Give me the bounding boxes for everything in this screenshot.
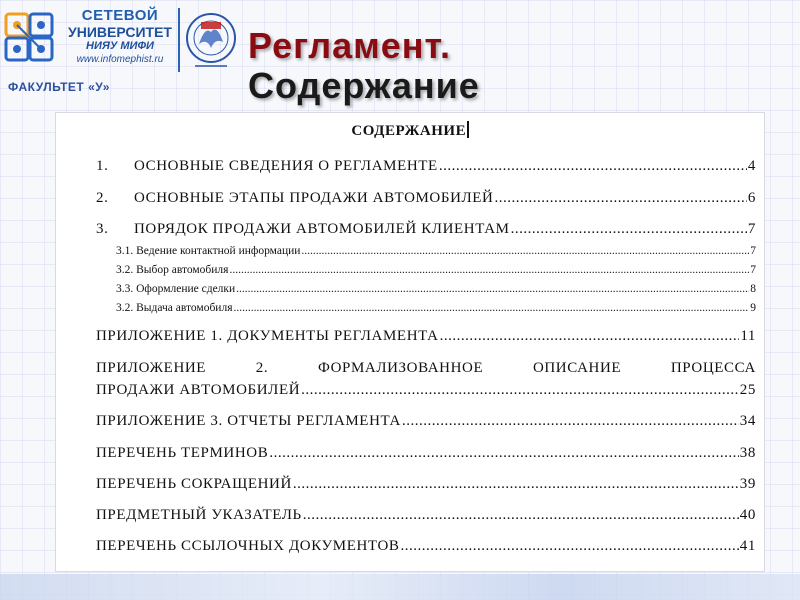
logo-url: www.infomephist.ru xyxy=(76,54,164,65)
toc-subentry[interactable] xyxy=(116,264,756,276)
university-seal-icon xyxy=(185,8,237,72)
table-of-contents-document xyxy=(55,112,765,572)
toc-subentry-text: 3.2. Выбор автомобиля xyxy=(116,264,229,276)
toc-entry-page: 6 xyxy=(747,190,756,206)
toc-entry-page: 34 xyxy=(739,413,756,429)
toc-subentry[interactable] xyxy=(116,302,756,314)
toc-subentry-page: 8 xyxy=(750,283,756,295)
toc-entry-page: 41 xyxy=(739,538,756,554)
slide-title-line-1: Регламент. xyxy=(248,25,451,66)
logo-divider xyxy=(178,8,180,72)
toc-entry-page: 25 xyxy=(739,382,756,398)
faculty-label: ФАКУЛЬТЕТ «У» xyxy=(8,80,110,94)
toc-subentry-text: 3.2. Выдача автомобиля xyxy=(116,302,233,314)
toc-entry[interactable] xyxy=(96,507,756,524)
toc-entry-page: 39 xyxy=(739,476,756,492)
toc-leader-dots xyxy=(236,283,749,295)
toc-leader-dots xyxy=(401,538,739,555)
toc-entry[interactable] xyxy=(96,476,756,493)
toc-leader-dots xyxy=(440,328,740,345)
toc-entry[interactable] xyxy=(96,221,756,238)
toc-subentry-page: 7 xyxy=(750,264,756,276)
toc-word: ПРОЦЕССА xyxy=(670,360,756,376)
toc-entry-text: ПЕРЕЧЕНЬ СОКРАЩЕНИЙ xyxy=(96,476,292,492)
toc-entry-text: ПЕРЕЧЕНЬ ТЕРМИНОВ xyxy=(96,445,269,461)
logo-line-3: НИЯУ МИФИ xyxy=(86,40,154,52)
slide-title-line-2: Содержание xyxy=(248,65,480,106)
toc-word: ФОРМАЛИЗОВАННОЕ xyxy=(317,360,484,376)
toc-entry[interactable] xyxy=(96,382,756,399)
text-cursor xyxy=(467,121,469,138)
toc-entry[interactable] xyxy=(96,158,756,175)
toc-leader-dots xyxy=(402,413,739,430)
toc-leader-dots xyxy=(234,302,750,314)
logo-line-2: УНИВЕРСИТЕТ xyxy=(68,24,172,40)
toc-entry-page: 4 xyxy=(747,158,756,174)
toc-entry-text: ПРОДАЖИ АВТОМОБИЛЕЙ xyxy=(96,382,301,398)
footer-band xyxy=(0,574,800,600)
toc-leader-dots xyxy=(229,264,749,276)
toc-entry[interactable] xyxy=(96,445,756,462)
toc-entry-text: ПЕРЕЧЕНЬ ССЫЛОЧНЫХ ДОКУМЕНТОВ xyxy=(96,538,400,554)
toc-subentry-text: 3.1. Ведение контактной информации xyxy=(116,245,301,257)
toc-subentry-page: 7 xyxy=(750,245,756,257)
toc-leader-dots xyxy=(293,476,739,493)
network-university-logo-icon xyxy=(4,10,60,66)
toc-entry-text: ПРИЛОЖЕНИЕ 1. ДОКУМЕНТЫ РЕГЛАМЕНТА xyxy=(96,328,439,344)
toc-entry[interactable] xyxy=(96,413,756,430)
toc-entry-page: 11 xyxy=(740,328,756,344)
toc-entry-number: 2. xyxy=(96,190,109,206)
toc-entry-text: ПОРЯДОК ПРОДАЖИ АВТОМОБИЛЕЙ КЛИЕНТАМ xyxy=(134,221,510,237)
slide-title xyxy=(248,26,480,106)
toc-entry-text: ПРИЛОЖЕНИЕ 3. ОТЧЕТЫ РЕГЛАМЕНТА xyxy=(96,413,401,429)
toc-leader-dots xyxy=(303,507,739,524)
logo-text xyxy=(62,8,178,67)
toc-entry-text: ОСНОВНЫЕ ЭТАПЫ ПРОДАЖИ АВТОМОБИЛЕЙ xyxy=(134,190,494,206)
toc-leader-dots xyxy=(301,382,739,399)
toc-leader-dots xyxy=(301,245,749,257)
toc-subentry[interactable] xyxy=(116,283,756,295)
toc-entry-page: 40 xyxy=(739,507,756,523)
toc-entry-text: ОСНОВНЫЕ СВЕДЕНИЯ О РЕГЛАМЕНТЕ xyxy=(134,158,438,174)
toc-entry[interactable] xyxy=(96,190,756,207)
toc-entry-number: 1. xyxy=(96,158,109,174)
toc-word: ОПИСАНИЕ xyxy=(532,360,622,376)
toc-leader-dots xyxy=(511,221,747,238)
toc-entry[interactable] xyxy=(96,538,756,555)
toc-word: ПРИЛОЖЕНИЕ xyxy=(96,360,207,376)
toc-entry-page: 38 xyxy=(739,445,756,461)
logo-line-1: СЕТЕВОЙ xyxy=(81,7,159,24)
toc-entry-number: 3. xyxy=(96,221,109,237)
toc-subentry[interactable] xyxy=(116,245,756,257)
toc-entry[interactable] xyxy=(96,328,756,345)
toc-heading xyxy=(56,121,764,140)
toc-entry-text: ПРЕДМЕТНЫЙ УКАЗАТЕЛЬ xyxy=(96,507,302,523)
toc-leader-dots xyxy=(269,445,738,462)
toc-heading-text: СОДЕРЖАНИЕ xyxy=(351,123,467,139)
toc-entry-page: 7 xyxy=(747,221,756,237)
toc-subentry-page: 9 xyxy=(750,302,756,314)
toc-subentry-text: 3.3. Оформление сделки xyxy=(116,283,236,295)
toc-entry-wrapped-line[interactable] xyxy=(96,360,756,377)
toc-leader-dots xyxy=(494,190,746,207)
toc-leader-dots xyxy=(439,158,747,175)
toc-word: 2. xyxy=(255,360,269,376)
